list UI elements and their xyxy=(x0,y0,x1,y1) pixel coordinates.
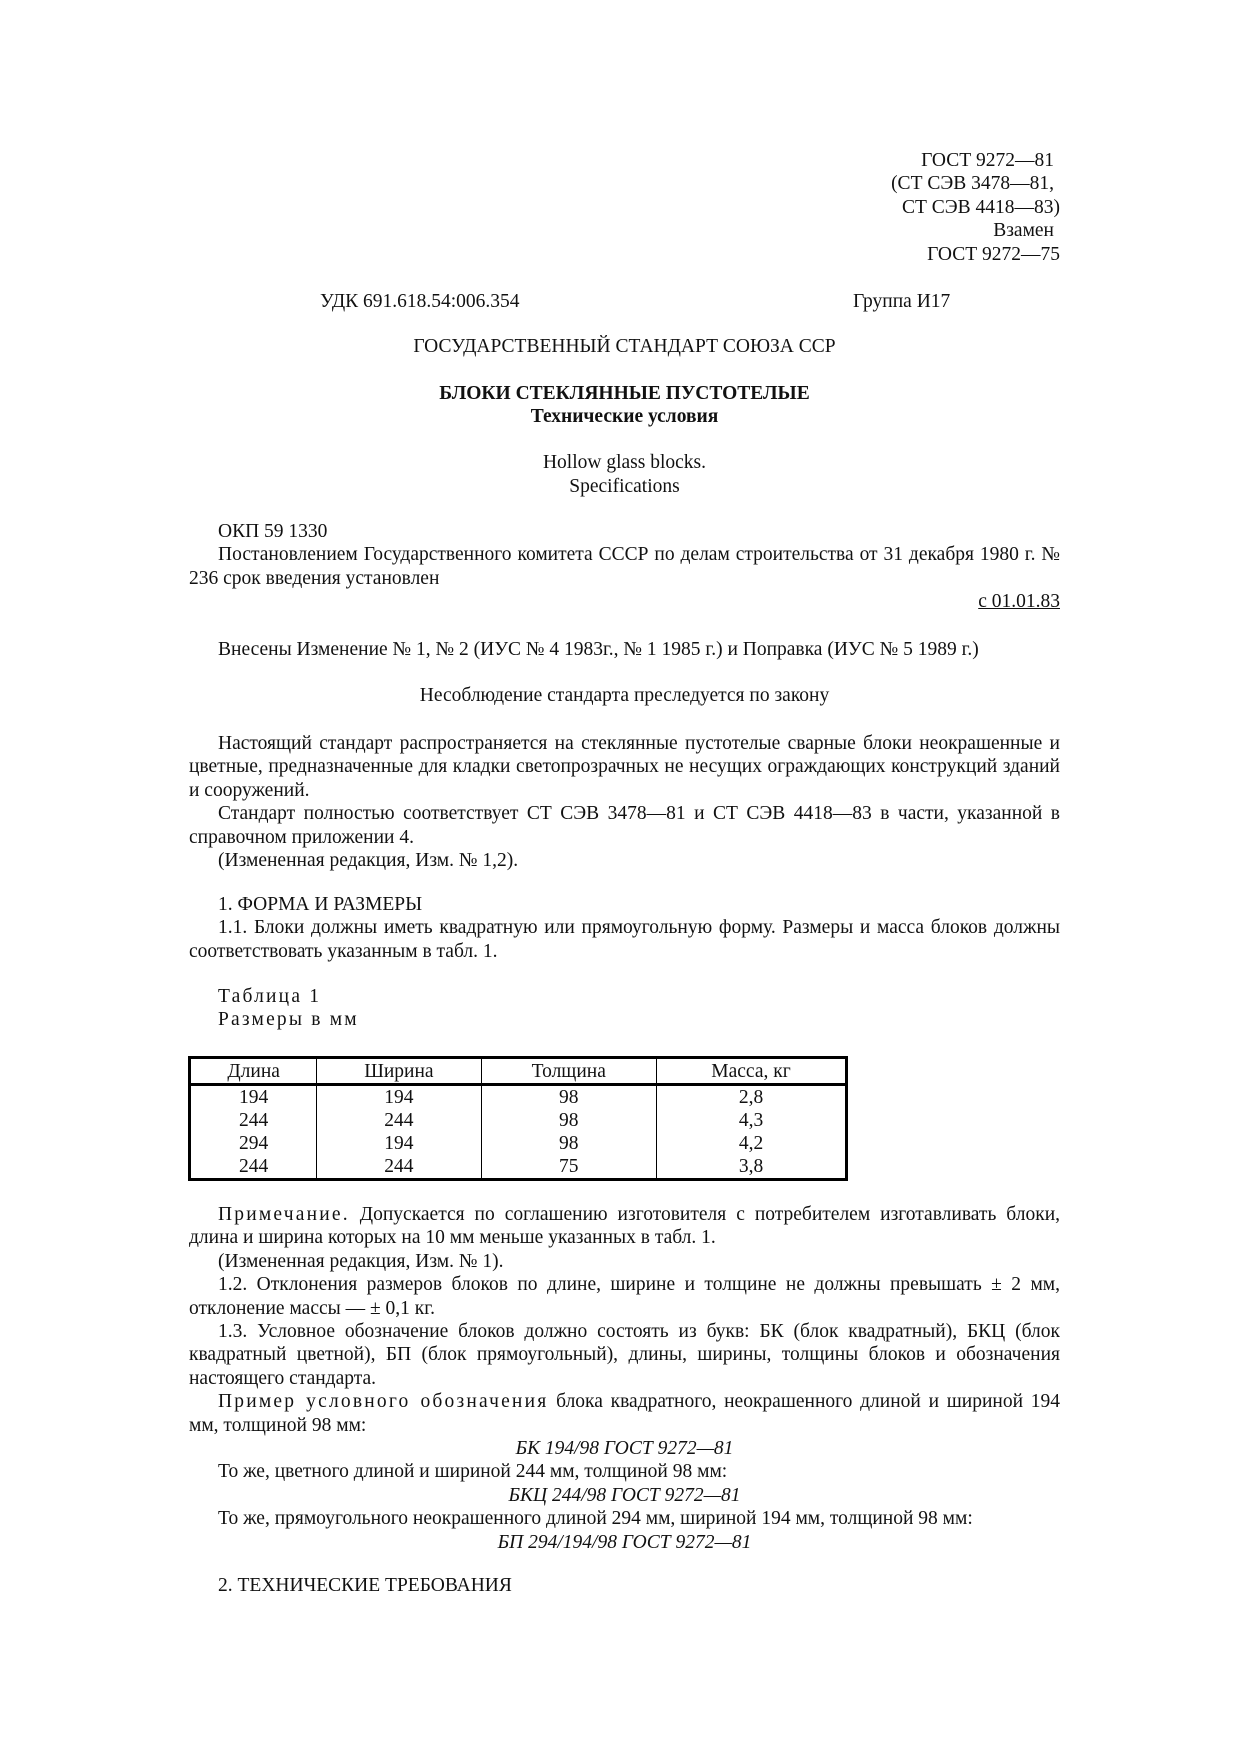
table-row xyxy=(190,1085,847,1110)
title-en: Hollow glass blocks. xyxy=(542,452,707,473)
state-standard: ГОСУДАРСТВЕННЫЙ СТАНДАРТ СОЮЗА ССР xyxy=(413,336,836,357)
example-designation: БКЦ 244/98 ГОСТ 9272—81 xyxy=(508,1484,741,1506)
subtitle-en: Specifications xyxy=(569,476,680,497)
law-notice: Несоблюдение стандарта преследуется по закону xyxy=(419,685,830,706)
revision-note: (Измененная редакция, Изм. № 1,2). xyxy=(218,850,519,872)
clause-1-2: 1.2. Отклонения размеров блоков по длине, ширине и толщине не должны превышать ± 2 мм, отклонение массы — ± 0,1 кг. xyxy=(189,1274,1060,1319)
example-label: Пример условного обозначения xyxy=(218,1391,549,1413)
table-cell: 194 xyxy=(190,1085,317,1110)
table-row xyxy=(190,1109,847,1132)
table-cell: 244 xyxy=(317,1155,481,1180)
example-text: блока квадратного, неокрашенного длиной и шириной 194 мм, толщиной 98 мм: xyxy=(189,1391,1061,1436)
dimensions-table xyxy=(188,1056,848,1181)
column-header: Масса, кг xyxy=(657,1058,847,1085)
table-cell: 294 xyxy=(190,1132,317,1155)
designation-block xyxy=(891,149,1060,266)
decree-text: Постановлением Государственного комитета СССР по делам строительства от 31 декабря 1980 г. № 236 срок введения установлен xyxy=(189,544,1060,589)
group: Группа И17 xyxy=(853,291,951,312)
example-designation: БК 194/98 ГОСТ 9272—81 xyxy=(515,1438,734,1460)
note-revision: (Измененная редакция, Изм. № 1). xyxy=(218,1250,504,1272)
section-heading: 2. ТЕХНИЧЕСКИЕ ТРЕБОВАНИЯ xyxy=(218,1575,512,1596)
doc-subtitle: Технические условия xyxy=(530,406,719,427)
table-cell: 4,3 xyxy=(657,1109,847,1132)
clause-1-3: 1.3. Условное обозначение блоков должно состоять из букв: БК (блок квадратный), БКЦ (блок квадратный цветной), БП (блок прямоугольный), длины, ширины, толщины блоков и обозначения настоящего стандарта. xyxy=(189,1321,1060,1389)
table-units: Размеры в мм xyxy=(218,1009,359,1031)
doc-title: БЛОКИ СТЕКЛЯННЫЕ ПУСТОТЕЛЫЕ xyxy=(439,383,810,404)
table-cell: 194 xyxy=(317,1085,481,1110)
table-cell: 98 xyxy=(481,1085,656,1110)
conformity-paragraph: Стандарт полностью соответствует СТ СЭВ 3478—81 и СТ СЭВ 4418—83 в части, указанной в справочном приложении 4. xyxy=(189,803,1060,848)
effective-date: с 01.01.83 xyxy=(978,591,1060,613)
table-cell: 2,8 xyxy=(657,1085,847,1110)
clause-1-1: 1.1. Блоки должны иметь квадратную или прямоугольную форму. Размеры и масса блоков должны соответствовать указанным в табл. 1. xyxy=(189,917,1060,962)
example-designation: БП 294/194/98 ГОСТ 9272—81 xyxy=(497,1531,752,1553)
table-cell: 4,2 xyxy=(657,1132,847,1155)
udk: УДК 691.618.54:006.354 xyxy=(320,291,520,312)
table-cell: 244 xyxy=(317,1109,481,1132)
table-row xyxy=(190,1155,847,1180)
designation-line: (СТ СЭВ 3478—81, xyxy=(891,173,1054,195)
table-cell: 98 xyxy=(481,1132,656,1155)
table-cell: 244 xyxy=(190,1155,317,1180)
note-text: Допускается по соглашению изготовителя с потребителем изготавливать блоки, длина и ширина которых на 10 мм меньше указанных в табл. 1. xyxy=(189,1204,1060,1249)
column-header: Длина xyxy=(190,1058,317,1085)
scope-paragraph: Настоящий стандарт распространяется на стеклянные пустотелые сварные блоки неокрашенные и цветные, предназначенные для кладки светопрозрачных не несущих ограждающих конструкций зданий и сооружений. xyxy=(189,733,1060,801)
amendments: Внесены Изменение № 1, № 2 (ИУС № 4 1983г., № 1 1985 г.) и Поправка (ИУС № 5 1989 г.) xyxy=(218,639,979,660)
table-cell: 75 xyxy=(481,1155,656,1180)
okp-code: ОКП 59 1330 xyxy=(218,521,328,542)
column-header: Ширина xyxy=(317,1058,481,1085)
table-caption: Таблица 1 xyxy=(218,986,322,1007)
designation-line: Взамен xyxy=(993,220,1054,242)
designation-line: СТ СЭВ 4418—83) xyxy=(901,196,1060,218)
example-text: То же, цветного длиной и шириной 244 мм, толщиной 98 мм: xyxy=(218,1461,728,1483)
example-text: То же, прямоугольного неокрашенного длиной 294 мм, шириной 194 мм, толщиной 98 мм: xyxy=(218,1508,973,1530)
table-cell: 194 xyxy=(317,1132,481,1155)
designation-line: ГОСТ 9272—81 xyxy=(921,150,1054,171)
column-header: Толщина xyxy=(481,1058,656,1085)
table-header-row xyxy=(190,1058,847,1085)
note-label: Примечание. xyxy=(218,1204,350,1225)
section-heading: 1. ФОРМА И РАЗМЕРЫ xyxy=(218,894,423,915)
table-cell: 98 xyxy=(481,1109,656,1132)
table-cell: 244 xyxy=(190,1109,317,1132)
table-cell: 3,8 xyxy=(657,1155,847,1180)
table-row xyxy=(190,1132,847,1155)
designation-line: ГОСТ 9272—75 xyxy=(927,243,1060,265)
